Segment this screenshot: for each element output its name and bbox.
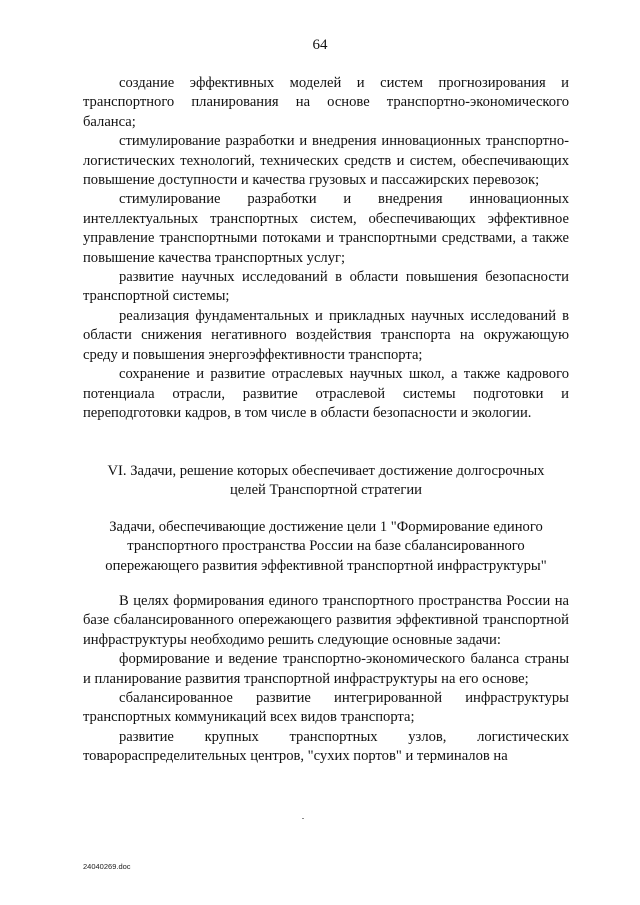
- footer-filename: 24040269.doc: [83, 862, 131, 871]
- list-item: формирование и ведение транспортно-экономического баланса страны и планирование развития транспортной инфраструктуры на его основе;: [83, 651, 569, 687]
- scan-speck: [302, 818, 304, 819]
- list-item: стимулирование разработки и внедрения инновационных транспортно-логистических технологий, технических средств и систем, обеспечивающих повышение доступности и качества грузовых и пассажирских перевозок;: [83, 133, 569, 189]
- list-item: стимулирование разработки и внедрения инновационных интеллектуальных транспортных систем, обеспечивающих эффективное управление транспортными потоками и транспортными средствами, а также повышение качества транспортных услуг;: [83, 191, 569, 266]
- section-heading: [83, 462, 569, 501]
- list-item: развитие крупных транспортных узлов, логистических товарораспределительных центров, "сухих портов" и терминалов на: [83, 728, 569, 765]
- page-number: 64: [312, 37, 328, 53]
- subsection-heading-line: Задачи, обеспечивающие достижение цели 1 "Формирование единого: [109, 519, 543, 535]
- section-heading-line: VI. Задачи, решение которых обеспечивает достижение долгосрочных: [107, 463, 545, 479]
- section-heading-line: целей Транспортной стратегии: [230, 482, 422, 499]
- task-list-top: [83, 74, 569, 423]
- intro-paragraph: В целях формирования единого транспортного пространства России на базе сбалансированного опережающего развития эффективной транспортной инфраструктуры необходимо решить следующие основные задачи:: [83, 593, 569, 648]
- list-item: сбалансированное развитие интегрированной инфраструктуры транспортных коммуникаций всех видов транспорта;: [83, 690, 569, 726]
- list-item: реализация фундаментальных и прикладных научных исследований в области снижения негативного воздействия транспорта на окружающую среду и повышения энергоэффективности транспорта;: [83, 307, 569, 363]
- list-item: развитие научных исследований в области повышения безопасности транспортной системы;: [83, 269, 569, 305]
- list-item: создание эффективных моделей и систем прогнозирования и транспортного планирования на основе транспортно-экономического баланса;: [83, 75, 569, 130]
- subsection-heading-line: опережающего развития эффективной транспортной инфраструктуры": [105, 557, 547, 574]
- task-list-bottom: [83, 592, 569, 767]
- subsection-heading-line: транспортного пространства России на базе сбалансированного: [127, 538, 525, 555]
- subsection-heading: [83, 518, 569, 576]
- list-item: сохранение и развитие отраслевых научных школ, а также кадрового потенциала отрасли, развитие отраслевой системы подготовки и переподготовки кадров, в том числе в области безопасности и экологии.: [83, 366, 569, 421]
